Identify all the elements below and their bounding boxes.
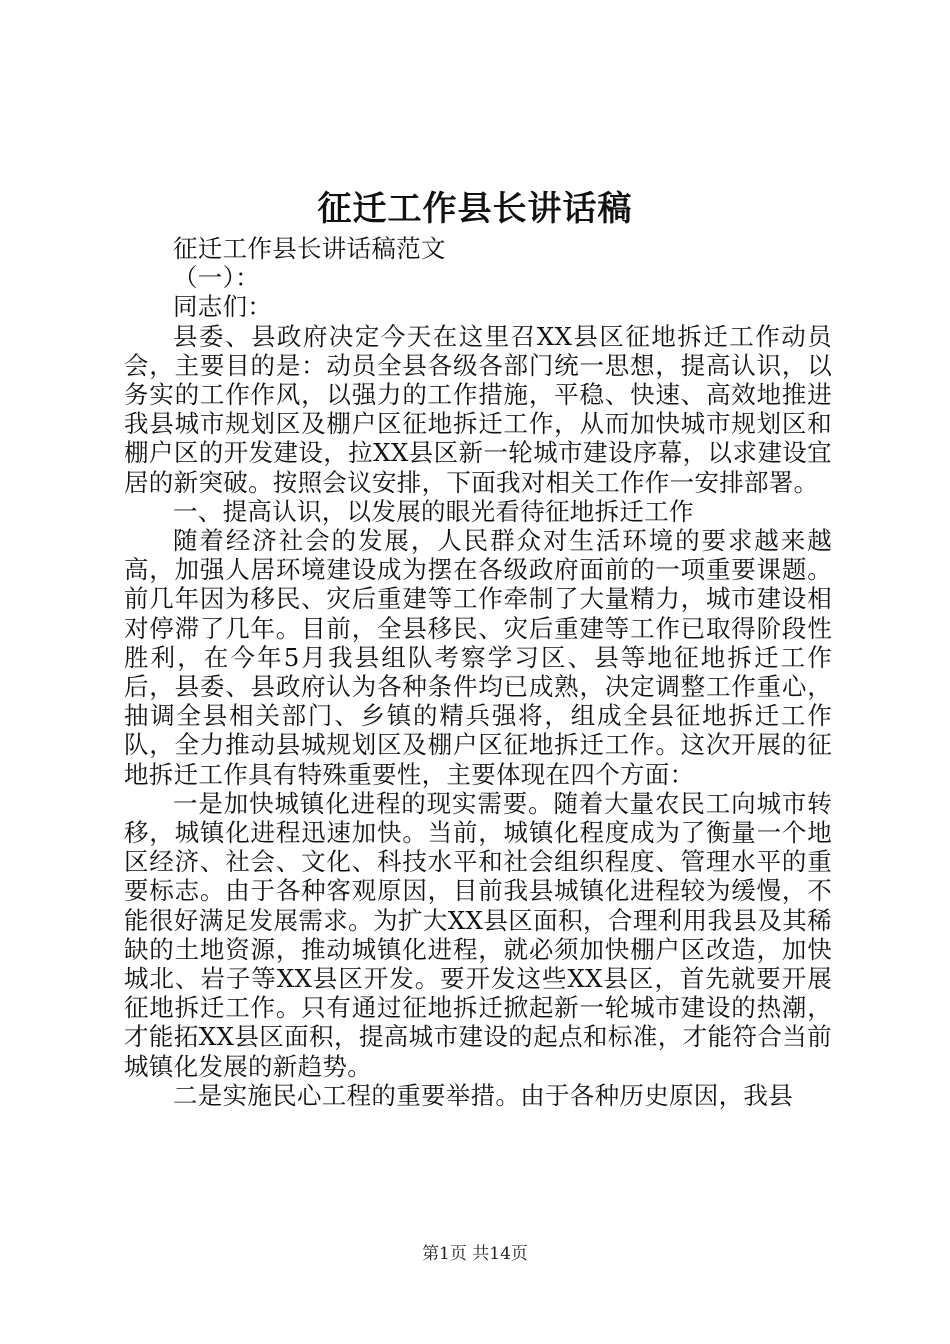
body-paragraph: 一是加快城镇化进程的现实需要。随着大量农民工向城市转移，城镇化进程迅速加快。当前，城镇化程度成为了衡量一个地区经济、社会、文化、科技水平和社会组织程度、管理水平的重要标志。由于各种客观原因，目前我县城镇化进程较为缓慢，不能很好满足发展需求。为扩大XX县区面积，合理利用我县及其稀缺的土地资源，推动城镇化进程，就必须加快棚户区改造，加快城北、岩子等XX县区开发。要开发这些XX县区，首先就要开展征地拆迁工作。只有通过征地拆迁掀起新一轮城市建设的热潮，才能拓XX县区面积，提高城市建设的起点和标准，才能符合当前城镇化发展的新趋势。 (124, 788, 832, 1081)
body-paragraph: 县委、县政府决定今天在这里召XX县区征地拆迁工作动员会，主要目的是：动员全县各级各部门统一思想，提高认识，以务实的工作作风，以强力的工作措施，平稳、快速、高效地推进我县城市规划区及棚户区征地拆迁工作，从而加快城市规划区和棚户区的开发建设，拉XX县区新一轮城市建设序幕，以求建设宜居的新突破。按照会议安排，下面我对相关工作作一安排部署。 (124, 321, 832, 497)
document-body (124, 234, 832, 1110)
body-paragraph: 二是实施民心工程的重要举措。由于各种历史原因，我县 (173, 1080, 793, 1110)
subtitle-paragraph: 征迁工作县长讲话稿范文 (173, 234, 446, 263)
section-marker: （一）： (173, 263, 260, 293)
document-title: 征迁工作县长讲话稿 (317, 189, 633, 229)
page-number-footer: 第1页 共14页 (422, 1244, 528, 1264)
body-paragraph: 随着经济社会的发展，人民群众对生活环境的要求越来越高，加强人居环境建设成为摆在各级政府面前的一项重要课题。前几年因为移民、灾后重建等工作牵制了大量精力，城市建设相对停滞了几年。目前，全县移民、灾后重建等工作已取得阶段性胜利，在今年5月我县组队考察学习区、县等地征地拆迁工作后，县委、县政府认为各种条件均已成熟，决定调整工作重心，抽调全县相关部门、乡镇的精兵强将，组成全县征地拆迁工作队，全力推动县城规划区及棚户区征地拆迁工作。这次开展的征地拆迁工作具有特殊重要性，主要体现在四个方面： (124, 526, 832, 789)
section-heading: 一、提高认识，以发展的眼光看待征地拆迁工作 (173, 496, 694, 526)
salutation: 同志们： (173, 292, 273, 322)
